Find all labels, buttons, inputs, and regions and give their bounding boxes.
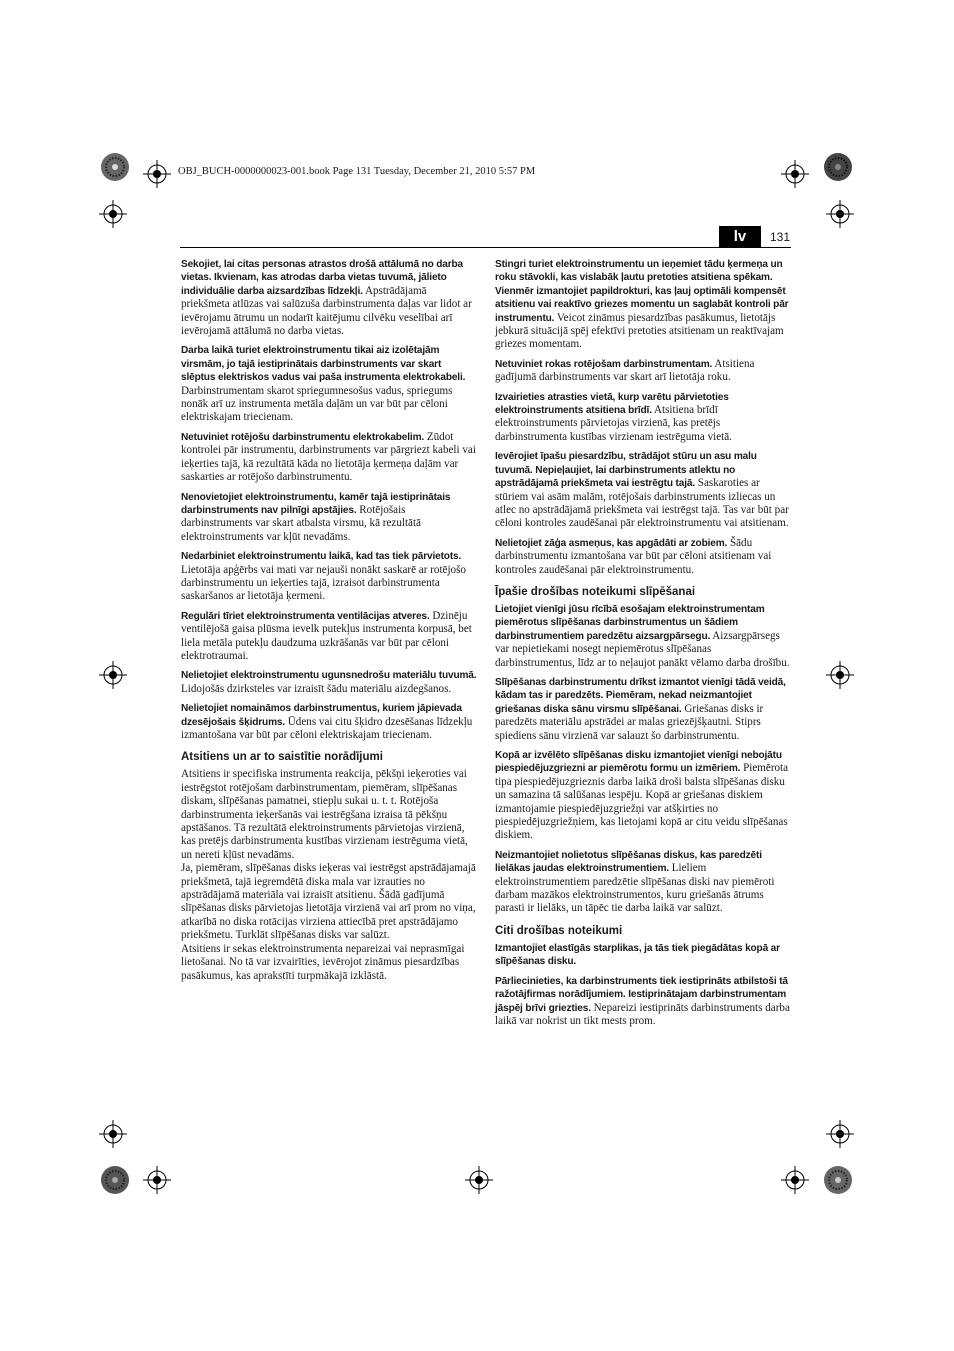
color-wheel-mark-bottom-left (100, 1165, 130, 1195)
paragraph: Nedarbiniet elektroinstrumentu laikā, kad tas tiek pārvietots. Lietotāja apģērbs vai mati var nejauši nonākt saskarē ar rotējošo darbinstrumentu un ieķerties tajā, izraisot darbinstrumenta saskaršanos ar lietotāja ķermeni. (181, 551, 466, 603)
file-info-header: OBJ_BUCH-0000000023-001.book Page 131 Tuesday, December 21, 2010 5:57 PM (178, 166, 536, 177)
section-heading: Atsitiens un ar to saistītie norādījumi (181, 751, 383, 764)
paragraph: Sekojiet, lai citas personas atrastos drošā attālumā no darba vietas. Ikvienam, kas atrodas darba vietas tuvumā, jālieto individuālie darba aizsardzības līdzekļi. Apstrādājamā priekšmeta atlūzas vai salūzuša darbinstrumenta daļas var lidot ar ievērojamu ātrumu un nodarīt kaitējumu cilvēku veselībai arī ievērojamā attālumā no darba vietas. (181, 259, 472, 338)
registration-mark-bottom-center (465, 1166, 493, 1194)
registration-mark-top-right-inner (781, 160, 809, 188)
left-column (181, 258, 477, 983)
registration-mark-bottom-left-inner (143, 1166, 171, 1194)
color-wheel-mark-top-right (823, 152, 853, 182)
section-heading: Īpašie drošības noteikumi slīpēšanai (495, 585, 696, 598)
paragraph: Nelietojiet zāģa asmeņus, kas apgādāti ar zobiem. Šādu darbinstrumentu izmantošana var būt par cēloni atsitienam vai kontroles zaudēšanai pār elektroinstrumentu. (495, 536, 772, 576)
paragraph: Izmantojiet elastīgās starplikas, ja tās tiek piegādātas kopā ar slīpēšanas disku. (495, 942, 780, 968)
paragraph: Ievērojiet īpašu piesardzību, strādājot stūru un asu malu tuvumā. Nepieļaujiet, lai darbinstruments atlektu no apstrādājamā priekšmeta vai iestrēgtu tajā. Saskaroties ar stūriem vai asām malām, rotējošais darbinstruments izliecas un atlec no apstrādājamā priekšmeta vai iestrēgst tajā. Tas var būt par cēloni kontroles zaudēšanai pār elektroinstrumentu vai atsitienam. (495, 451, 789, 530)
language-badge: lv (719, 226, 761, 247)
paragraph: Ja, piemēram, slīpēšanas disks ieķeras vai iestrēgst apstrādājamajā priekšmetā, tajā iegremdētā diska mala var izrauties no apstrādājamā materiāla vai izraisīt atsitienu. Šādā gadījumā slīpēšanas disks pārvietojas lietotāja virzienā vai arī prom no viņa, atkarībā no diska rotācijas virziena attiecībā pret apstrādājamo priekšmetu. Turklāt slīpēšanas disks var salūzt. (181, 862, 476, 942)
paragraph: Atsitiens ir sekas elektroinstrumenta nepareizai vai neprasmīgai lietošanai. No tā var izvairīties, ievērojot zināmus piesardzības pasākumus, kas aprakstīti turpmākajā izklāstā. (181, 942, 465, 982)
header-rule (180, 247, 791, 248)
paragraph: Izvairieties atrasties vietā, kurp varētu pārvietoties elektroinstruments atsitiena brīdī. Atsitiena brīdī elektroinstruments pārvietojas virzienā, kas pretējs darbinstrumenta kustības virzienam iestrēguma vietā. (495, 391, 732, 443)
registration-mark-left-upper (99, 200, 127, 228)
paragraph: Nelietojiet elektroinstrumentu ugunsnedrošu materiālu tuvumā. Lidojošās dzirksteles var izraisīt šādu materiālu aizdegšanos. (181, 670, 477, 695)
registration-mark-left-middle (99, 661, 127, 689)
paragraph: Lietojiet vienīgi jūsu rīcībā esošajam elektroinstrumentam piemērotus slīpēšanas darbinstrumentus un šādiem darbinstrumentiem paredzētu aizsargpārsegu. Aizsargpārsegs var nepietiekami nosegt nepiemērotus slīpēšanas darbinstrumentus, līdz ar to neļaujot panākt vēlamo darba drošību. (495, 603, 790, 669)
paragraph: Darba laikā turiet elektroinstrumentu tikai aiz izolētajām virsmām, jo tajā iestiprinātais darbinstruments var skart slēptus elektriskos vadus vai paša instrumenta elektrokabeli. Darbinstrumentam skarot spriegumnesošus vadus, spriegums nonāk arī uz instrumenta metāla daļām un var būt par cēloni elektriskajam triecienam. (181, 345, 466, 424)
paragraph: Netuviniet rotējošu darbinstrumentu elektrokabelim. Zūdot kontrolei pār instrumentu, darbinstruments var pārgriezt kabeli vai ieķerties tajā, kā rezultātā kāda no lietotāja ķermeņa daļām var saskarties ar rotējošo darbinstrumentu. (181, 430, 476, 484)
page-number: 131 (770, 230, 791, 244)
color-wheel-mark-top-left (100, 152, 130, 182)
section-heading: Citi drošības noteikumi (495, 924, 623, 937)
color-wheel-mark-bottom-right (823, 1165, 853, 1195)
paragraph: Pārliecinieties, ka darbinstruments tiek iestiprināts atbilstoši tā ražotājfirmas norādījumiem. Iestiprinātajam darbinstrumentam jāspēj brīvi griezties. Nepareizi iestiprināts darbinstruments darba laikā var nokrist un tikt mests prom. (495, 975, 790, 1027)
registration-mark-bottom-right-inner (781, 1166, 809, 1194)
registration-mark-top-left-inner (143, 160, 171, 188)
paragraph: Regulāri tīriet elektroinstrumenta ventilācijas atveres. Dzinēju ventilējošā gaisa plūsma ievelk putekļus instrumenta korpusā, bet liela metāla putekļu daudzuma uzkrāšanās var būt par cēloni elektrotraumai. (181, 609, 472, 662)
registration-mark-right-lower (826, 1120, 854, 1148)
paragraph: Netuviniet rokas rotējošam darbinstrumentam. Atsitiena gadījumā darbinstruments var skart arī lietotāja roku. (495, 357, 755, 384)
paragraph: Stingri turiet elektroinstrumentu un ieņemiet tādu ķermeņa un roku stāvokli, kas vislabāk ļautu pretoties atsitiena spēkam. Vienmēr izmantojiet papildrokturi, kas ļauj optimāli kompensēt atsitienu vai reaktīvo griezes momentu un saglabāt kontroli pār instrumentu. Veicot zināmus piesardzības pasākumus, lietotājs jebkurā situācijā spēj efektīvi pretoties atsitienam un reaktīvajam griezes momentam. (495, 259, 789, 351)
registration-mark-right-upper (826, 200, 854, 228)
paragraph: Atsitiens ir specifiska instrumenta reakcija, pēkšņi ieķeroties vai iestrēgstot rotējošam darbinstrumentam, piemēram, slīpēšanas diskam, slīpēšanas pamatnei, stiepļu sukai u. t. t. Rotējoša darbinstrumenta ieķeršanās vai iestrēgšana izraisa tā pēkšņu apstāšanos. Tā rezultātā elektroinstruments pārvietojas virzienā, kas pretējs darbinstrumenta kustības virzienam iestrēguma vietā, un nereti kļūst nevadāms. (181, 768, 468, 861)
paragraph: Nenovietojiet elektroinstrumentu, kamēr tajā iestiprinātais darbinstruments nav pilnīgi apstājies. Rotējošais darbinstruments var skart atbalsta virsmu, kā rezultātā elektroinstruments var kļūt nevadāms. (181, 491, 451, 543)
paragraph: Kopā ar izvēlēto slīpēšanas disku izmantojiet vienīgi nebojātu piespiedējuzgriezni ar piemērotu formu un izmēriem. Piemērota tipa piespiedējuzgrieznis darba laikā droši balsta slīpēšanas disku un samazina tā salūšanas iespēju. Kopā ar griešanas diskiem izmantojamie piespiedējuzgriežņi var atšķirties no piespiedējuzgriežņiem, kas lietojami kopā ar citu veidu slīpēšanas diskiem. (495, 750, 789, 842)
paragraph: Slīpēšanas darbinstrumentu drīkst izmantot vienīgi tādā veidā, kādam tas ir paredzēts. Piemēram, nekad neizmantojiet griešanas diska sānu virsmu slīpēšanai. Griešanas disks ir paredzēts materiālu apstrādei ar malas griezējšķautni. Stiprs spiediens sānu virzienā var salauzt šo darbinstrumentu. (495, 676, 786, 742)
right-column (495, 258, 791, 1034)
paragraph: Neizmantojiet nolietotus slīpēšanas diskus, kas paredzēti lielākas jaudas elektroinstrumentiem. Lieliem elektroinstrumentiem paredzētie slīpēšanas diski nav piemēroti darbam mazākos elektroinstrumentos, kuru griešanās ātrums parasti ir lielāks, un tāpēc tie darba laikā var salūzt. (495, 849, 775, 915)
paragraph: Nelietojiet nomaināmos darbinstrumentus, kuriem jāpievada dzesējošais šķidrums. Ūdens vai citu šķidro dzesēšanas līdzekļu izmantošana var būt par cēloni elektriskajam triecienam. (181, 703, 473, 741)
registration-mark-right-middle (826, 661, 854, 689)
registration-mark-left-lower (99, 1120, 127, 1148)
